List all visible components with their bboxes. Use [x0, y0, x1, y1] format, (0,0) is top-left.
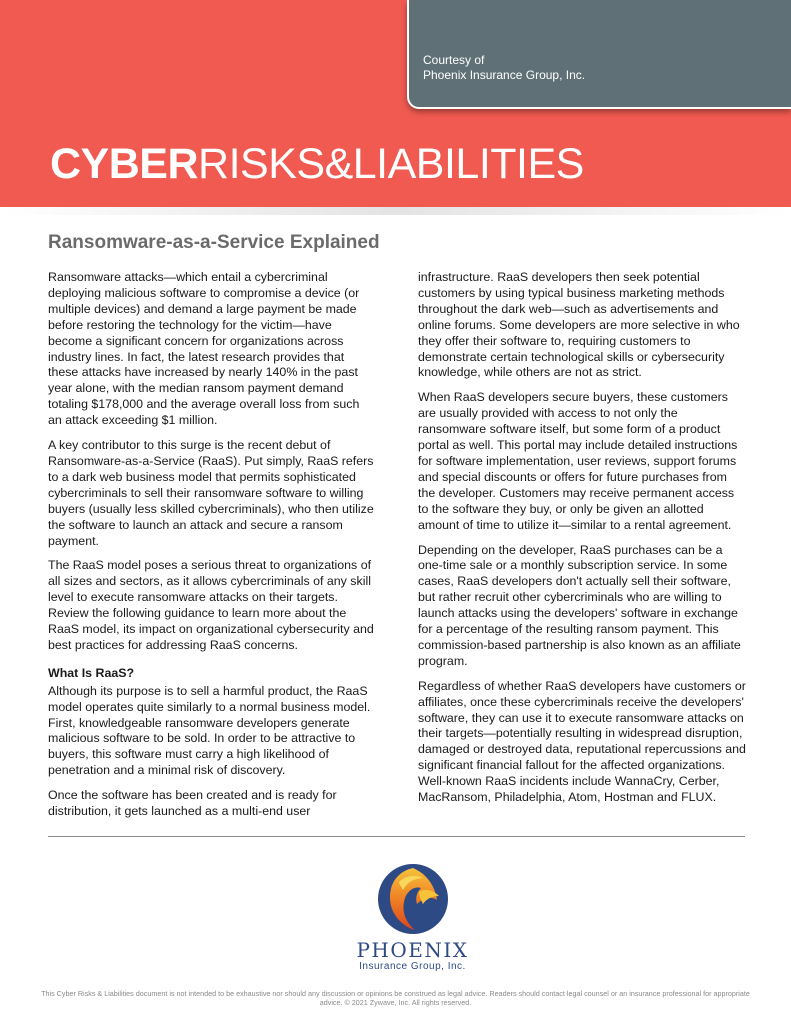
brand-title-bold: CYBER	[50, 140, 199, 188]
banner-shadow	[0, 207, 791, 215]
section-heading: What Is RaaS?	[48, 665, 135, 680]
paragraph: Once the software has been created and is ready for distribution, it gets launched as a multi-end user	[48, 788, 337, 819]
courtesy-line-1: Courtesy of	[423, 53, 485, 67]
paragraph: When RaaS developers secure buyers, these customers are usually provided with access to not only the ransomware software itself, but some form of a product portal as well. This portal may include detailed instructions for software implementation, user reviews, support forums and special discounts or offers for future purchases from the developer. Customers may receive permanent access to the software they buy, or only be given an allotted amount of time to utilize it—similar to a rental agreement.	[418, 390, 738, 532]
paragraph: Depending on the developer, RaaS purchases can be a one-time sale or a monthly subscription service. In some cases, RaaS developers don't actually sell their software, but rather recruit other cybercriminals who are willing to launch attacks using the developers' software in exchange for a percentage of the resulting ransom payment. This commission-based partnership is also known as an affiliate program.	[418, 542, 741, 668]
paragraph: Although its purpose is to sell a harmful product, the RaaS model operates quite similarly to a normal business model. First, knowledgeable ransomware developers generate malicious software to be sold. In order to be attractive to buyers, this software must carry a high likelihood of penetration and a minimal risk of discovery.	[48, 683, 371, 778]
section-divider	[48, 836, 745, 837]
footer-disclaimer: This Cyber Risks & Liabilities document is not intended to be exhaustive nor should any discussion or opinions be construed as legal advice. Readers should contact legal counsel or an insurance professional for appropriate advice. © 2021 Zywave, Inc. All rights reserved.	[41, 989, 750, 1007]
courtesy-line-2: Phoenix Insurance Group, Inc.	[423, 68, 586, 82]
paragraph: infrastructure. RaaS developers then seek potential customers by using typical business marketing methods throughout the dark web—such as advertisements and online forums. Some developers are more selective in who they offer their software to, requiring customers to demonstrate certain technological skills or cybersecurity knowledge, while others are not as strict.	[418, 270, 740, 380]
logo-name: PHOENIX	[356, 938, 469, 962]
logo-subtitle: Insurance Group, Inc.	[359, 961, 466, 972]
paragraph: Ransomware attacks—which entail a cybercriminal deploying malicious software to compromise a device (or multiple devices) and demand a large payment be made before restoring the technology for the victim—have become a significant concern for organizations across industry lines. In fact, the latest research provides that these attacks have increased by nearly 140% in the past year alone, with the median ransom payment demand totaling $178,000 and the average overall loss from such an attack exceeding $1 million.	[48, 270, 360, 428]
paragraph: A key contributor to this surge is the recent debut of Ransomware-as-a-Service (RaaS). Put simply, RaaS refers to a dark web business model that permits sophisticated cybercriminals to sell their ransomware software to willing buyers (usually less skilled cybercriminals), who then utilize the software to launch an attack and secure a ransom payment.	[48, 438, 374, 548]
paragraph: Regardless of whether RaaS developers have customers or affiliates, once these cybercriminals receive the developers' software, they can use it to execute ransomware attacks on their targets—potentially resulting in widespread disruption, damaged or destroyed data, reputational repercussions and significant financial fallout for the affected organizations. Well-known RaaS incidents include WannaCry, Cerber, MacRansom, Philadelphia, Atom, Hostman and FLUX.	[418, 678, 746, 805]
brand-title	[50, 140, 584, 188]
phoenix-emblem-icon	[375, 862, 451, 936]
courtesy-text	[423, 53, 585, 83]
courtesy-box	[407, 0, 791, 109]
right-column	[418, 270, 746, 815]
document-title: Ransomware-as-a-Service Explained	[48, 232, 380, 253]
phoenix-logo	[345, 862, 480, 977]
left-column	[48, 270, 376, 829]
paragraph: The RaaS model poses a serious threat to organizations of all sizes and sectors, as it allows cybercriminals of any skill level to execute ransomware attacks on their targets. Review the following guidance to learn more about the RaaS model, its impact on organizational cybersecurity and best practices for addressing RaaS concerns.	[48, 558, 374, 652]
brand-title-light: RISKS&LIABILITIES	[198, 140, 584, 188]
